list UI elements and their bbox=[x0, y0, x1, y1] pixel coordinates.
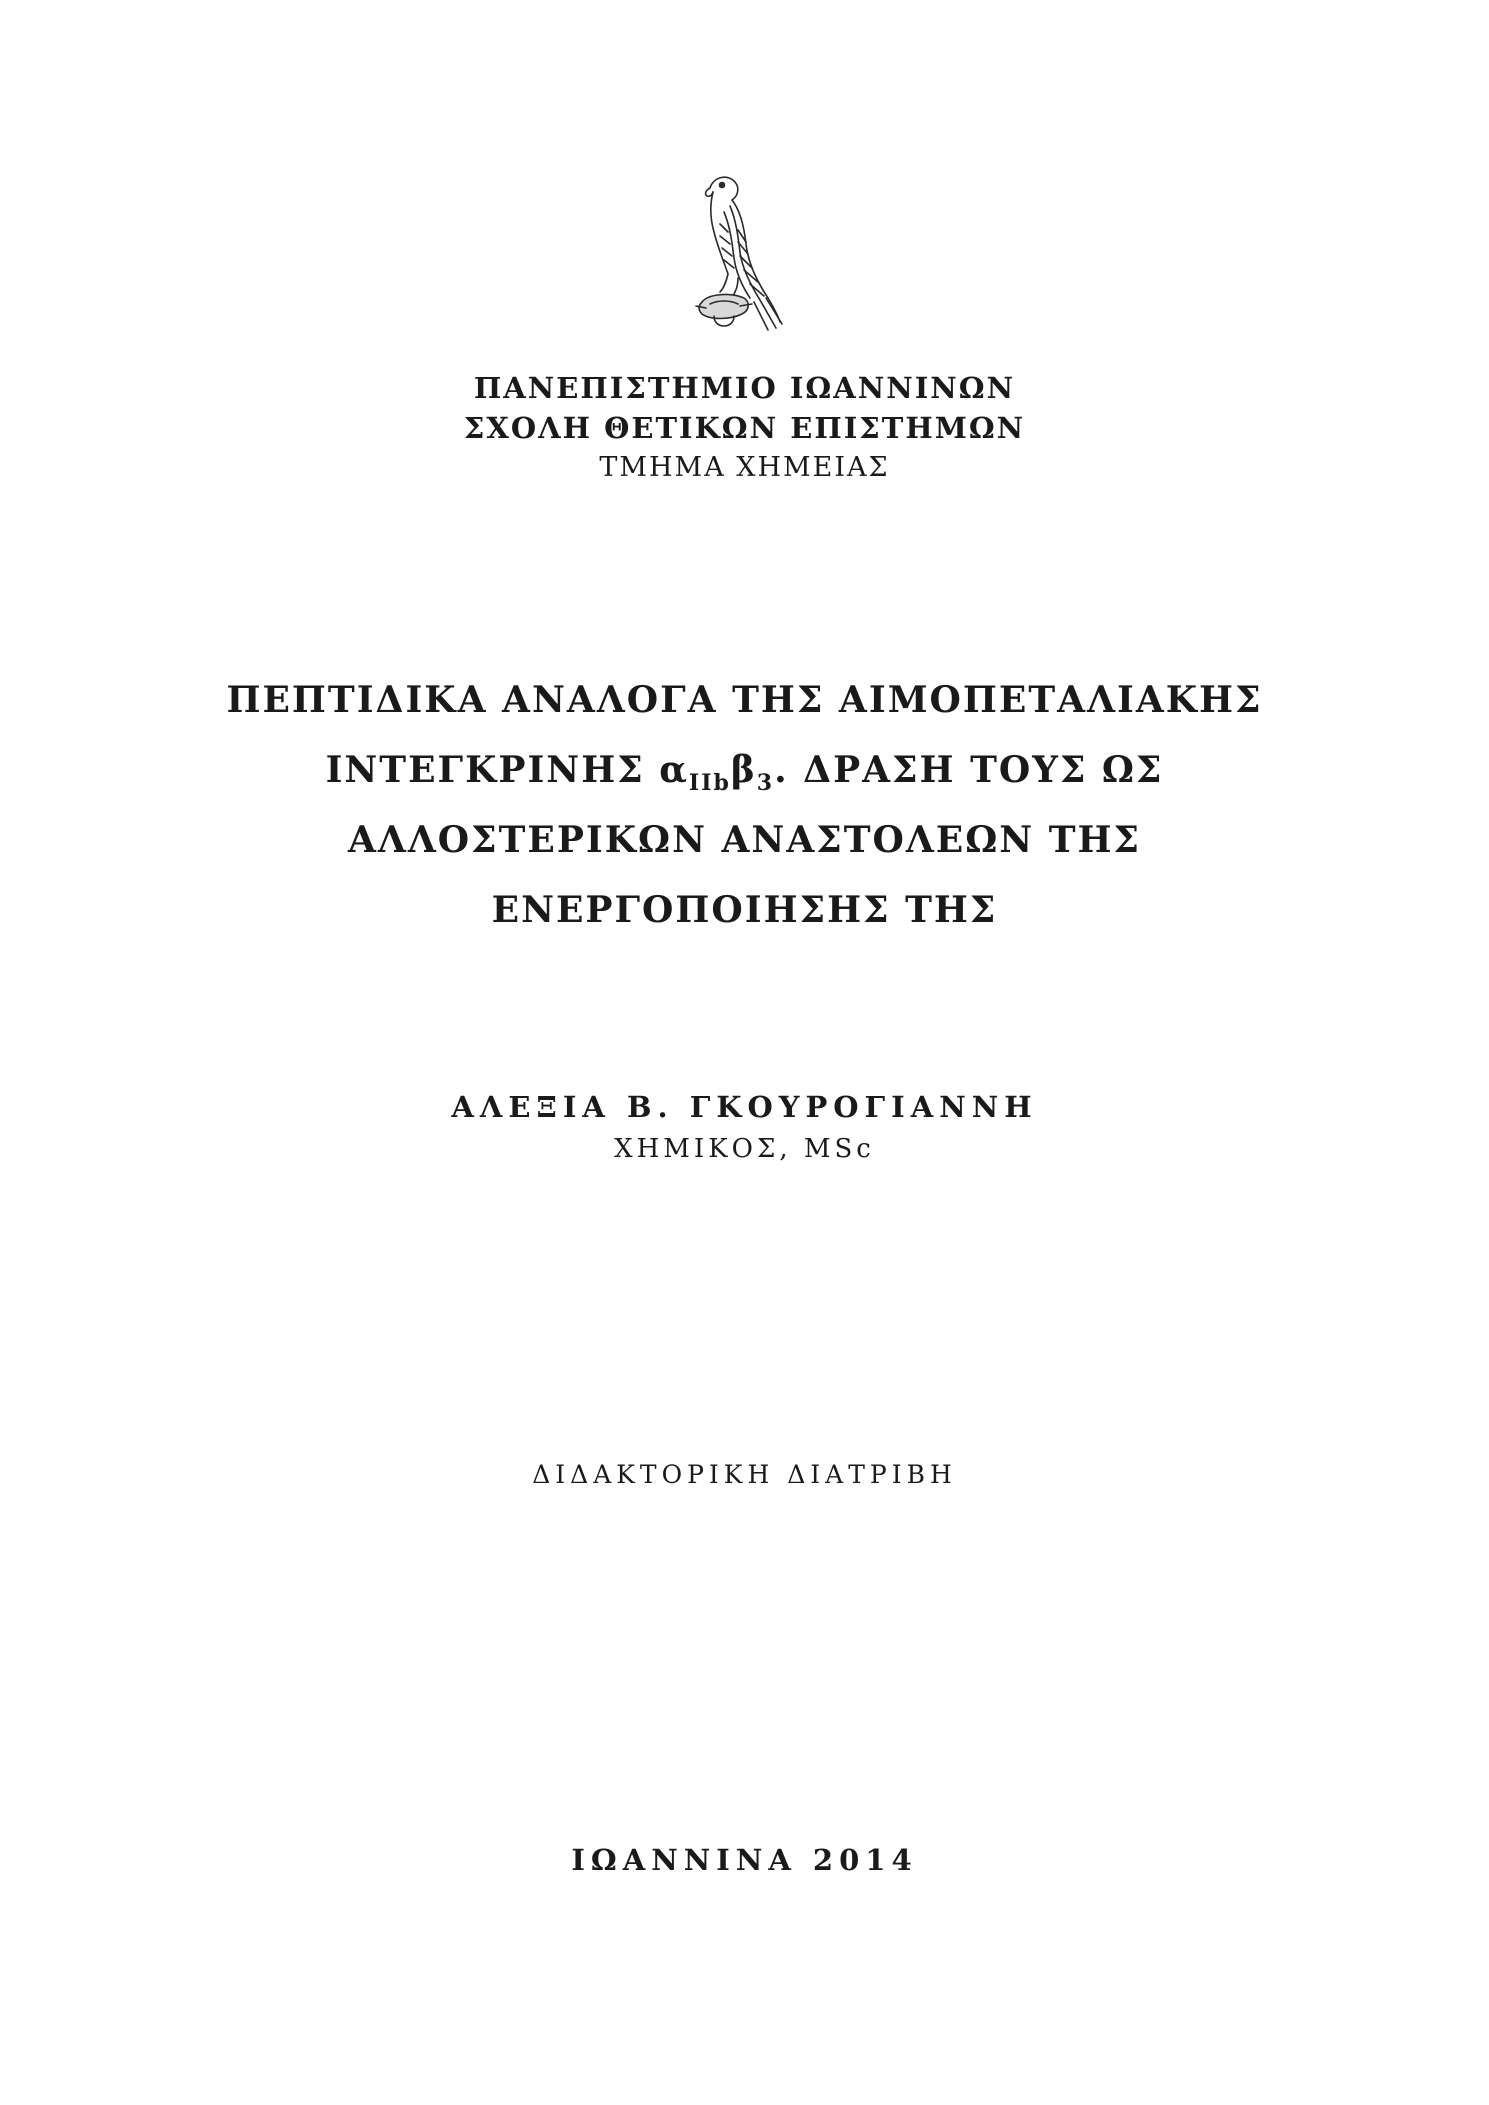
title-line-2 bbox=[0, 735, 1489, 805]
title-subscript-3: 3 bbox=[756, 770, 775, 796]
author-block bbox=[0, 1085, 1489, 1169]
place-year-block bbox=[0, 1838, 1489, 1882]
thesis-title bbox=[0, 665, 1489, 945]
title-subscript-iib: IIb bbox=[688, 770, 731, 796]
place-year: ΙΩΑΝΝΙΝΑ 2014 bbox=[571, 1843, 918, 1877]
school-name: ΣΧΟΛΗ ΘΕΤΙΚΩΝ ΕΠΙΣΤΗΜΩΝ bbox=[463, 411, 1026, 445]
title-line-2-prefix: ΙΝΤΕΓΚΡΙΝΗΣ α bbox=[325, 749, 689, 791]
owl-icon bbox=[680, 170, 790, 335]
title-line-2-beta: β bbox=[730, 749, 757, 791]
author-name: ΑΛΕΞΙΑ Β. ΓΚΟΥΡΟΓΙΑΝΝΗ bbox=[451, 1090, 1038, 1124]
university-name: ΠΑΝΕΠΙΣΤΗΜΙΟ ΙΩΑΝΝΙΝΩΝ bbox=[473, 371, 1016, 405]
department-name: ΤΜΗΜΑ ΧΗΜΕΙΑΣ bbox=[599, 452, 890, 483]
title-line-2-suffix: . ΔΡΑΣΗ ΤΟΥΣ ΩΣ bbox=[774, 749, 1164, 791]
title-line-3: ΑΛΛΟΣΤΕΡΙΚΩΝ ΑΝΑΣΤΟΛΕΩΝ ΤΗΣ bbox=[347, 819, 1141, 861]
university-header bbox=[0, 368, 1489, 488]
author-role: ΧΗΜΙΚΟΣ, MSc bbox=[614, 1134, 875, 1164]
title-line-1: ΠΕΠΤΙΔΙΚΑ ΑΝΑΛΟΓΑ ΤΗΣ ΑΙΜΟΠΕΤΑΛΙΑΚΗΣ bbox=[226, 679, 1263, 721]
thesis-type: ΔΙΔΑΚΤΟΡΙΚΗ ΔΙΑΤΡΙΒΗ bbox=[532, 1460, 957, 1489]
title-line-4: ΕΝΕΡΓΟΠΟΙΗΣΗΣ ΤΗΣ bbox=[491, 889, 998, 931]
thesis-type-block bbox=[0, 1455, 1489, 1495]
